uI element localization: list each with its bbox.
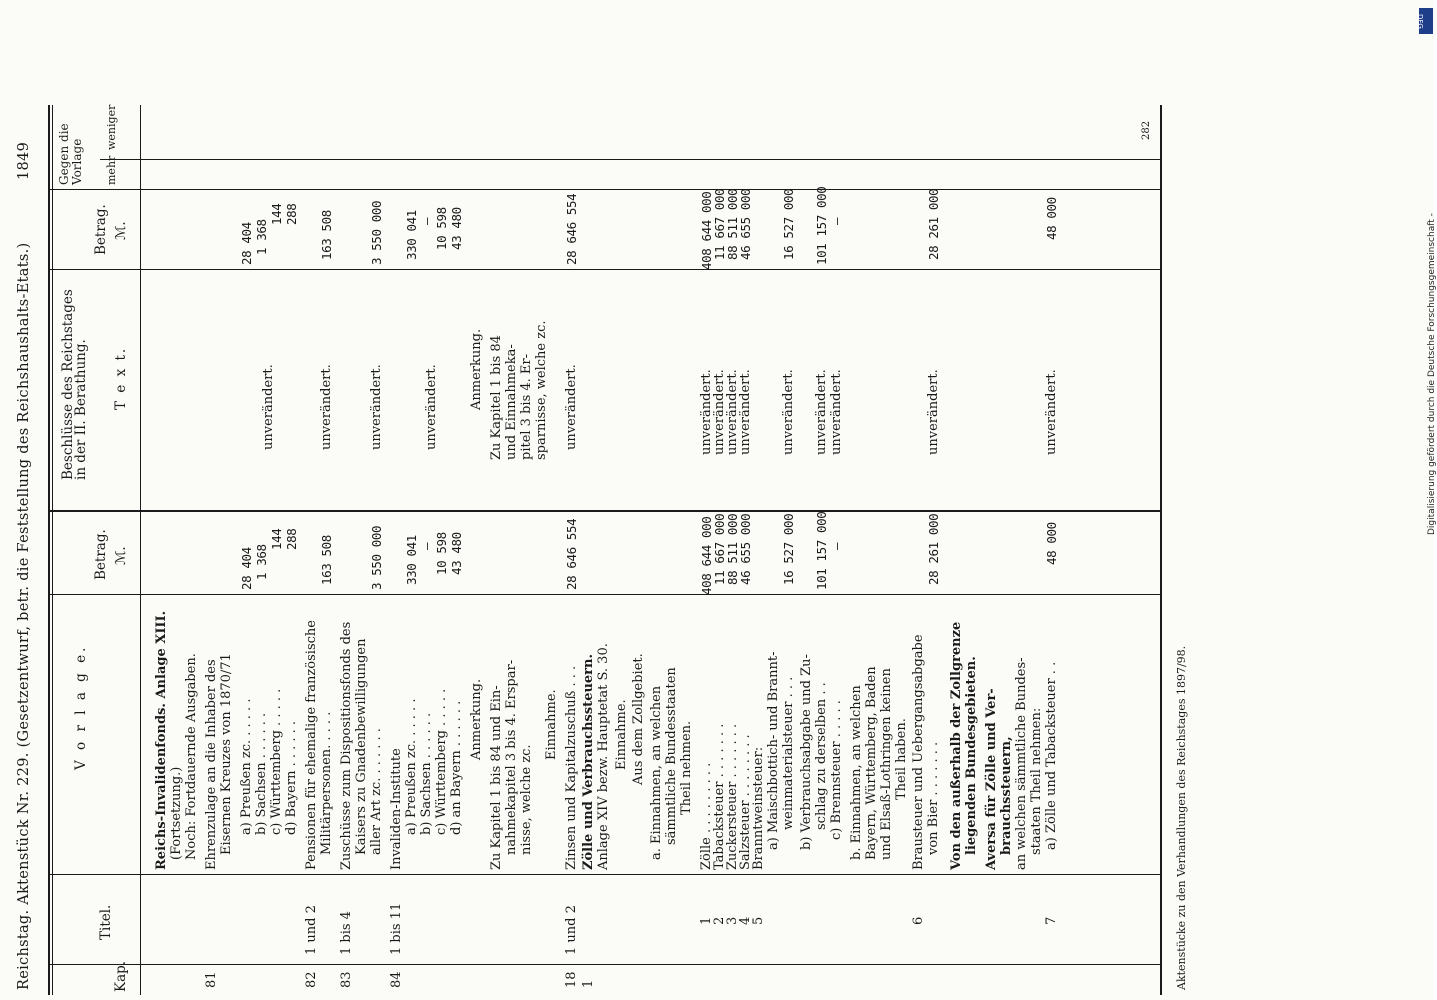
row-betrag: 3 550 000 xyxy=(369,525,384,590)
section-title: Reichs-Invalidenfonds. Anlage XIII. xyxy=(154,610,169,870)
row-text: c) Württemberg . . . . . xyxy=(269,688,284,835)
einnahme-title: Einnahme. xyxy=(544,689,559,760)
einnahme-text: Zinsen und Kapitalzuschuß . . . xyxy=(564,665,579,870)
row-betrag: 10 598 xyxy=(434,532,449,575)
t6-text: von Bier . . . . . . . xyxy=(926,741,941,855)
item-betrag: 408 644 000 xyxy=(699,516,714,595)
item-betrag: 46 655 000 xyxy=(738,513,753,585)
row-betrag2: 28 404 xyxy=(239,222,254,265)
titel-84: 1 bis 11 xyxy=(389,902,404,955)
dfg-credit: Digitalisierung gefördert durch die Deutsche Forschungsgemeinschaft - xyxy=(1427,213,1437,535)
row-betrag: 1 368 xyxy=(254,544,269,580)
t6-text: Brausteuer und Uebergangsabgabe xyxy=(911,634,926,870)
t6-betrag2: 28 261 000 xyxy=(926,188,941,260)
rule-mehr xyxy=(100,159,1160,160)
brand-b-betrag2: 101 157 000 xyxy=(814,186,829,265)
rule-kap xyxy=(50,964,1160,965)
item-betrag2: 11 667 000 xyxy=(712,188,727,260)
brand-a: a) Maischbottich- und Brannt- xyxy=(766,651,781,850)
item-betrag: 11 667 000 xyxy=(712,513,727,585)
aversa: Aversa für Zölle und Ver- xyxy=(984,688,999,870)
row-text: c) Württemberg . . . . . xyxy=(434,688,449,835)
row-betrag2: 10 598 xyxy=(434,207,449,250)
row-beschluss: unverändert. xyxy=(319,364,334,450)
row-text: Ehrenzulage an die Inhaber des xyxy=(204,659,219,870)
aversa: staaten Theil nehmen: xyxy=(1029,707,1044,855)
row-betrag: 43 480 xyxy=(449,532,464,575)
rule-text xyxy=(50,269,1160,270)
anmerkung-right: sparnisse, welche zc. xyxy=(534,320,549,460)
titel-2: 2 xyxy=(712,916,727,925)
top-rule-thin xyxy=(52,105,53,995)
einnahme-betrag: 28 646 554 xyxy=(564,518,579,590)
row-beschluss: unverändert. xyxy=(261,364,276,450)
col-titel: Titel. xyxy=(98,904,114,940)
item-betrag2: 46 655 000 xyxy=(738,188,753,260)
rule-betrag xyxy=(50,510,1160,512)
zoelle-title: Zölle und Verbrauchssteuern. xyxy=(581,653,596,870)
aversa: an welchen sämmtliche Bundes- xyxy=(1014,657,1029,870)
einnahme-beschluss: unverändert. xyxy=(564,364,579,450)
kap-81: 81 xyxy=(204,971,219,988)
t7-beschluss: unverändert. xyxy=(1044,369,1059,455)
item-text: Branntweinsteuer: xyxy=(751,746,766,870)
row-betrag: 28 404 xyxy=(239,547,254,590)
row-betrag: 144 xyxy=(269,528,284,550)
side-number: 282 xyxy=(1141,120,1152,140)
row-text: d) Bayern . . . . . . xyxy=(284,720,299,835)
col-betrag: Betrag. xyxy=(93,529,109,580)
titel-7: 7 xyxy=(1044,916,1059,925)
row-text: Zuschüsse zum Dispositionsfonds des xyxy=(339,621,354,870)
zoelle-b: und Elsaß-Lothringen keinen xyxy=(879,668,894,860)
zoelle-a: a. Einnahmen, an welchen xyxy=(649,685,664,860)
col-text: T e x t. xyxy=(113,346,129,410)
rule-titel xyxy=(50,874,1160,875)
item-text: Tabacksteuer . . . . . . . xyxy=(712,723,727,870)
row-betrag2: 288 xyxy=(284,203,299,225)
item-text: Salzsteuer . . . . . . . . xyxy=(738,734,753,870)
t7-betrag: 48 000 xyxy=(1044,522,1059,565)
zoelle-b: Theil haben. xyxy=(894,718,909,800)
anmerkung-right-title: Anmerkung. xyxy=(469,328,484,410)
brand-c: c) Brennsteuer . . . . . xyxy=(829,700,844,840)
anmerkung-text: Zu Kapitel 1 bis 84 und Ein- xyxy=(489,685,504,870)
brand-c-betrag2: — xyxy=(829,217,844,225)
row-betrag2: 330 041 xyxy=(404,210,419,260)
titel-3: 3 xyxy=(725,916,740,925)
col-kap: Kap. xyxy=(113,960,129,992)
brand-a-betrag: 16 527 000 xyxy=(781,513,796,585)
item-beschluss: unverändert. xyxy=(712,369,727,455)
row-text: Pensionen für ehemalige französische xyxy=(304,620,319,870)
brand-b: schlag zu derselben . . xyxy=(814,682,829,830)
titel-4: 4 xyxy=(738,916,753,925)
row-text: aller Art zc. . . . . . . xyxy=(369,728,384,855)
col-betrag2: Betrag. xyxy=(93,204,109,255)
row-betrag: 330 041 xyxy=(404,535,419,585)
row-betrag: 288 xyxy=(284,528,299,550)
brand-b-beschluss: unverändert. xyxy=(814,369,829,455)
row-text: Noch: Fortdauernde Ausgaben. xyxy=(184,653,199,860)
row-betrag: 163 508 xyxy=(319,535,334,585)
item-beschluss: unverändert. xyxy=(725,369,740,455)
kap-1: 1 xyxy=(581,979,596,988)
row-text: Kaisers zu Gnadenbewilligungen xyxy=(354,638,369,855)
kap-18: 18 xyxy=(564,971,579,988)
zoelle-subtitle: Anlage XIV bezw. Hauptetat S. 30. xyxy=(596,643,611,870)
zoelle-a: sämmtliche Bundesstaaten xyxy=(664,667,679,845)
row-betrag2: — xyxy=(419,217,434,225)
item-beschluss: unverändert. xyxy=(738,369,753,455)
brand-a: weinmaterialsteuer . . . xyxy=(781,676,796,830)
rule-betrag2 xyxy=(50,189,1160,190)
col-vorlage: V o r l a g e. xyxy=(73,644,89,770)
row-beschluss: unverändert. xyxy=(424,364,439,450)
col-weniger: weniger xyxy=(105,104,118,150)
row-text: b) Sachsen . . . . . . xyxy=(254,712,269,835)
col-betrag2-unit: ℳ. xyxy=(113,221,129,240)
row-betrag2: 144 xyxy=(269,203,284,225)
brand-b: b) Verbrauchsabgabe und Zu- xyxy=(799,654,814,850)
rotated-document-page xyxy=(0,100,1280,1000)
ausser: Von den außerhalb der Zollgrenze xyxy=(949,621,964,870)
brand-c-betrag: — xyxy=(829,542,844,550)
titel-18: 1 und 2 xyxy=(564,905,579,955)
rule-vorlage xyxy=(50,594,1160,595)
titel-1: 1 xyxy=(699,916,714,925)
einnahme-betrag2: 28 646 554 xyxy=(564,193,579,265)
t6-beschluss: unverändert. xyxy=(926,369,941,455)
item-text: Zölle . . . . . . . . . xyxy=(699,762,714,870)
zoelle-b: b. Einnahmen, an welchen xyxy=(849,685,864,860)
titel-83: 1 bis 4 xyxy=(339,911,354,955)
titel-82: 1 und 2 xyxy=(304,905,319,955)
kap-83: 83 xyxy=(339,971,354,988)
bottom-rule xyxy=(1160,105,1162,995)
kap-84: 84 xyxy=(389,971,404,988)
row-betrag: — xyxy=(419,542,434,550)
row-text: Militärpersonen. . . . . xyxy=(319,711,334,855)
zoelle-zollgebiet: Aus dem Zollgebiet. xyxy=(631,653,646,785)
col-betrag-unit: ℳ. xyxy=(113,546,129,565)
dfg-logo: DFG xyxy=(1419,8,1433,34)
top-rule xyxy=(48,105,50,995)
ausser: liegenden Bundesgebieten. xyxy=(964,656,979,855)
item-betrag: 88 511 000 xyxy=(725,513,740,585)
anmerkung-text: nisse, welche zc. xyxy=(519,744,534,855)
zoelle-b: Bayern, Württemberg, Baden xyxy=(864,666,879,860)
row-betrag2: 3 550 000 xyxy=(369,200,384,265)
row-betrag2: 1 368 xyxy=(254,219,269,255)
brand-a-beschluss: unverändert. xyxy=(781,369,796,455)
zoelle-a: Theil nehmen. xyxy=(679,720,694,815)
titel-5: 5 xyxy=(751,916,766,925)
anmerkung-title: Anmerkung. xyxy=(469,678,484,760)
anmerkung-text: nahmekapitel 3 bis 4. Erspar- xyxy=(504,659,519,855)
zoelle-einnahme: Einnahme. xyxy=(614,699,629,770)
anmerkung-right: und Einnahmeka- xyxy=(504,344,519,460)
row-text: b) Sachsen . . . . . . xyxy=(419,712,434,835)
row-text: Eisernen Kreuzes von 1870/71 xyxy=(219,653,234,855)
anmerkung-right: Zu Kapitel 1 bis 84 xyxy=(489,335,504,460)
col-gegen: Gegen die Vorlage xyxy=(57,123,84,185)
row-text: a) Preußen zc. . . . . . xyxy=(404,698,419,835)
col-mehr: mehr xyxy=(105,155,118,185)
item-text: Zuckersteuer . . . . . . . xyxy=(725,723,740,870)
item-betrag2: 408 644 000 xyxy=(699,191,714,270)
t7-betrag2: 48 000 xyxy=(1044,197,1059,240)
row-text: d) an Bayern . . . . . . xyxy=(449,700,464,835)
anmerkung-right: pitel 3 bis 4. Er- xyxy=(519,353,534,460)
titel-6: 6 xyxy=(911,916,926,925)
brand-a-betrag2: 16 527 000 xyxy=(781,188,796,260)
row-text: a) Preußen zc. . . . . . xyxy=(239,698,254,835)
row-text: (Fortsetzung.) xyxy=(169,766,184,860)
row-betrag2: 163 508 xyxy=(319,210,334,260)
row-betrag2: 43 480 xyxy=(449,207,464,250)
t6-betrag: 28 261 000 xyxy=(926,513,941,585)
col-beschluesse: Beschlüsse des Reichstages in der II. Berathung. xyxy=(60,289,89,480)
row-text: Invaliden-Institute xyxy=(389,748,404,870)
item-beschluss: unverändert. xyxy=(699,369,714,455)
item-betrag2: 88 511 000 xyxy=(725,188,740,260)
page-footer: Aktenstücke zu den Verhandlungen des Reichstages 1897/98. xyxy=(1175,645,1188,990)
page-number: 1849 xyxy=(16,141,32,180)
row-beschluss: unverändert. xyxy=(369,364,384,450)
brand-c-beschluss: unverändert. xyxy=(829,369,844,455)
brand-b-betrag: 101 157 000 xyxy=(814,511,829,590)
kap-82: 82 xyxy=(304,971,319,988)
header-separator xyxy=(140,105,141,995)
aversa: brauchssteuern, xyxy=(999,736,1014,855)
page-header: Reichstag. Aktenstück Nr. 229. (Gesetzentwurf, betr. die Feststellung des Reichshaushalts-Etats.) xyxy=(16,242,32,990)
t7-text: a) Zölle und Tabacksteuer . . xyxy=(1044,661,1059,850)
